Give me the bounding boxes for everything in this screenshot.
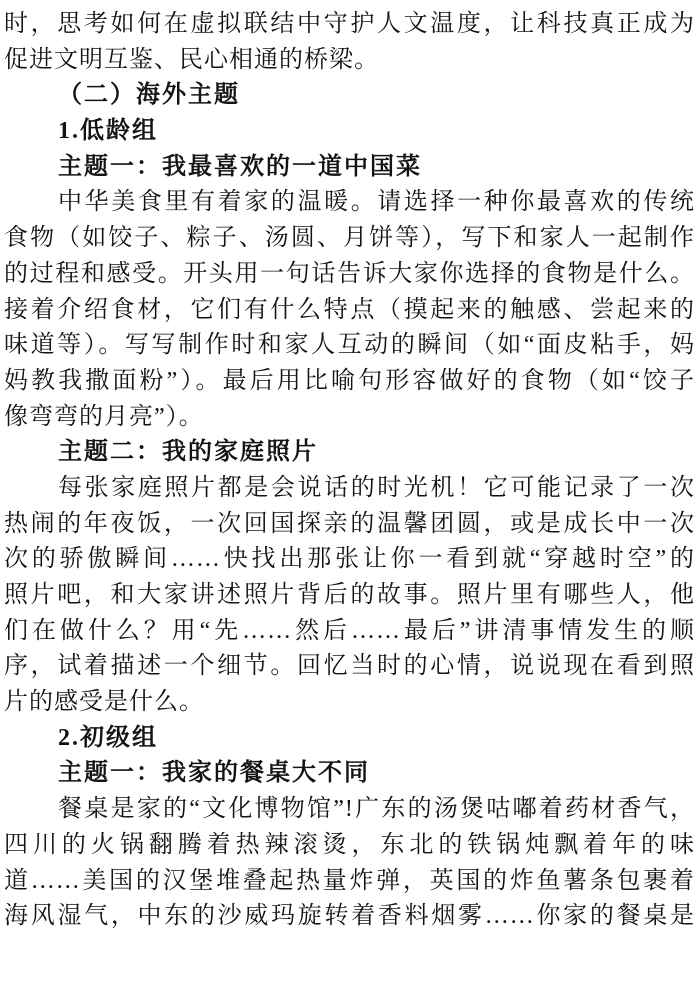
text-line: 每张家庭照片都是会说话的时光机！它可能记录了一次 bbox=[58, 474, 695, 501]
text-line: 四川的火锅翻腾着热辣滚烫，东北的铁锅炖飘着年的味 bbox=[4, 831, 695, 858]
text-line: 热闹的年夜饭，一次回国探亲的温馨团圆，或是成长中一次 bbox=[4, 510, 695, 537]
text-line: 序，试着描述一个细节。回忆当时的心情，说说现在看到照 bbox=[4, 653, 695, 680]
topic-heading: 主题一：我最喜欢的一道中国菜 bbox=[58, 153, 422, 180]
text-line: 食物（如饺子、粽子、汤圆、月饼等），写下和家人一起制作 bbox=[4, 225, 695, 252]
text-line: 的过程和感受。开头用一句话告诉大家你选择的食物是什么。 bbox=[4, 260, 695, 287]
group-heading: 2.初级组 bbox=[58, 724, 158, 751]
text-line: 道……美国的汉堡堆叠起热量炸弹，英国的炸鱼薯条包裹着 bbox=[4, 867, 695, 894]
text-line: 片的感受是什么。 bbox=[4, 689, 204, 716]
section-heading: （二）海外主题 bbox=[58, 82, 240, 109]
text-line: 味道等）。写写制作时和家人互动的瞬间（如“面皮粘手，妈 bbox=[4, 332, 695, 359]
text-line: 促进文明互鉴、民心相通的桥梁。 bbox=[4, 46, 379, 73]
text-line: 次的骄傲瞬间……快找出那张让你一看到就“穿越时空”的 bbox=[4, 546, 695, 573]
text-line: 海风湿气，中东的沙威玛旋转着香料烟雾……你家的餐桌是 bbox=[4, 903, 695, 930]
text-line: 像弯弯的月亮”）。 bbox=[4, 403, 204, 430]
text-line: 照片吧，和大家讲述照片背后的故事。照片里有哪些人，他 bbox=[4, 582, 695, 608]
topic-heading: 主题一：我家的餐桌大不同 bbox=[58, 760, 370, 787]
text-line: 餐桌是家的“文化博物馆”!广东的汤煲咕嘟着药材香气， bbox=[58, 796, 695, 823]
text-line: 接着介绍食材，它们有什么特点（摸起来的触感、尝起来的 bbox=[4, 296, 695, 323]
text-line: 时，思考如何在虚拟联结中守护人文温度，让科技真正成为 bbox=[4, 11, 695, 37]
text-line: 妈教我撒面粉”）。最后用比喻句形容做好的食物（如“饺子 bbox=[4, 367, 695, 394]
group-heading: 1.低龄组 bbox=[58, 118, 158, 145]
text-line: 们在做什么？用“先……然后……最后”讲清事情发生的顺 bbox=[4, 617, 695, 644]
text-line: 中华美食里有着家的温暖。请选择一种你最喜欢的传统 bbox=[58, 189, 695, 216]
topic-heading: 主题二：我的家庭照片 bbox=[58, 439, 318, 466]
